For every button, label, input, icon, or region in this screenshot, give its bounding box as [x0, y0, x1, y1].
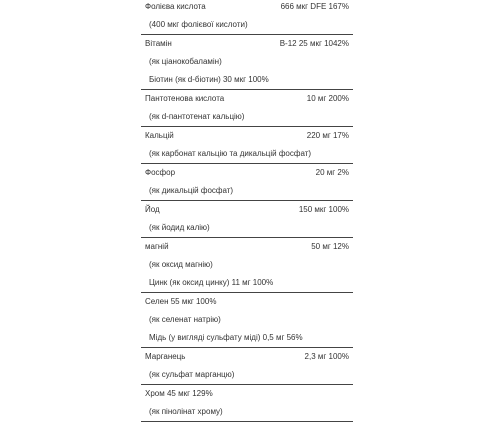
nutrient-line: [141, 53, 353, 71]
nutrient-amount: 220 мг 17%: [306, 131, 349, 140]
nutrient-name: Фолієва кислота: [145, 2, 206, 11]
supplement-facts-table: [141, 0, 353, 422]
nutrient-line: [141, 71, 353, 89]
nutrient-amount: 20 мг 2%: [315, 168, 349, 177]
nutrient-name: Біотин (як d-біотин) 30 мкг 100%: [149, 75, 269, 84]
nutrient-name: Пантотенова кислота: [145, 94, 225, 103]
nutrient-line: [141, 164, 353, 182]
nutrient-source: (як карбонат кальцію та дикальцій фосфат): [149, 149, 312, 158]
nutrient-line: [141, 201, 353, 219]
nutrient-source: (як селенат натрію): [149, 315, 221, 324]
nutrient-source: (як сульфат марганцю): [149, 370, 235, 379]
nutrient-source: (400 мкг фолієвої кислоти): [149, 20, 248, 29]
nutrient-line: [141, 16, 353, 34]
nutrient-line: [141, 0, 353, 16]
nutrient-line: [141, 108, 353, 126]
nutrient-amount: 150 мкг 100%: [298, 205, 349, 214]
nutrient-line: [141, 238, 353, 256]
nutrient-name: Фосфор: [145, 168, 176, 177]
nutrient-line: [141, 293, 353, 311]
nutrient-row-manganese: [141, 348, 353, 385]
nutrient-amount: В-12 25 мкг 1042%: [279, 39, 349, 48]
nutrient-line: [141, 366, 353, 384]
nutrient-source: (як йодид калію): [149, 223, 210, 232]
nutrient-row-iodine: [141, 201, 353, 238]
nutrient-line: [141, 311, 353, 329]
nutrient-amount: 50 мг 12%: [311, 242, 349, 251]
nutrient-name: Вітамін: [145, 39, 172, 48]
nutrient-row-chromium: [141, 385, 353, 422]
nutrient-line: [141, 329, 353, 347]
nutrient-line: [141, 127, 353, 145]
nutrient-line: [141, 90, 353, 108]
nutrient-row-calcium: [141, 127, 353, 164]
nutrient-amount: 2,3 мг 100%: [304, 352, 349, 361]
nutrient-name: Йод: [145, 205, 160, 214]
nutrient-line: [141, 256, 353, 274]
nutrient-row-magnesium: [141, 238, 353, 293]
nutrient-row-folic-acid: [141, 0, 353, 35]
nutrient-source: (як дикальцій фосфат): [149, 186, 234, 195]
nutrient-row-phosphorus: [141, 164, 353, 201]
nutrient-line: [141, 274, 353, 292]
nutrient-row-pantothenic-acid: [141, 90, 353, 127]
nutrient-amount: 666 мкг DFE 167%: [280, 2, 349, 11]
nutrient-amount: 10 мг 200%: [306, 94, 349, 103]
nutrient-line: [141, 385, 353, 403]
nutrient-source: (як d-пантотенат кальцію): [149, 112, 245, 121]
nutrient-name: Мідь (у вигляді сульфату міді) 0,5 мг 56%: [149, 333, 303, 342]
nutrient-name: магній: [145, 242, 169, 251]
nutrient-line: [141, 145, 353, 163]
nutrient-name: Кальцій: [145, 131, 174, 140]
nutrient-line: [141, 182, 353, 200]
nutrient-name: Селен 55 мкг 100%: [145, 297, 217, 306]
nutrient-name: Марганець: [145, 352, 186, 361]
nutrient-row-vitamin-b12: [141, 35, 353, 90]
nutrient-line: [141, 219, 353, 237]
nutrient-source: (як оксид магнію): [149, 260, 213, 269]
nutrient-line: [141, 403, 353, 421]
nutrient-line: [141, 348, 353, 366]
nutrient-row-selenium: [141, 293, 353, 348]
nutrient-source: (як пінолінат хрому): [149, 407, 223, 416]
nutrient-name: Хром 45 мкг 129%: [145, 389, 213, 398]
nutrient-name: Цинк (як оксид цинку) 11 мг 100%: [149, 278, 274, 287]
nutrient-source: (як ціанокобаламін): [149, 57, 222, 66]
nutrient-line: [141, 35, 353, 53]
